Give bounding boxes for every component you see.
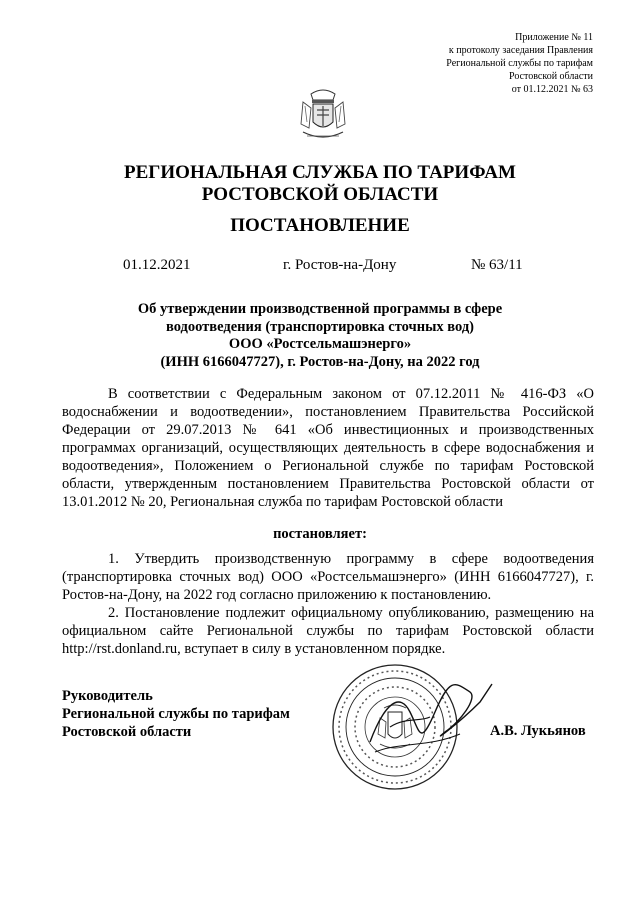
signatory-position bbox=[62, 687, 290, 741]
document-subject bbox=[0, 301, 640, 371]
subject-line4: (ИНН 6166047727), г. Ростов-на-Дону, на 2022 год bbox=[160, 353, 480, 370]
subject-line3: ООО «Ростсельмашэнерго» bbox=[228, 336, 412, 352]
annex-line: Приложение № 11 bbox=[515, 32, 593, 43]
resolution-item-2: 2. Постановление подлежит официальному опубликованию, размещению на официальном сайте Региональной службы по тарифам Ростовской области http://rst.donland.ru, вступает в силу в установленном порядке. bbox=[62, 605, 594, 657]
coat-of-arms-emblem bbox=[297, 88, 349, 146]
document-city: г. Ростов-на-Дону bbox=[283, 257, 397, 273]
agency-name bbox=[0, 162, 640, 206]
annex-reference bbox=[446, 31, 593, 96]
signatory-position-line2: Региональной службы по тарифам bbox=[62, 706, 290, 722]
subject-line1: Об утверждении производственной программы в сфере bbox=[137, 301, 503, 317]
annex-line: от 01.12.2021 № 63 bbox=[511, 84, 593, 95]
signatory-position-line3: Ростовской области bbox=[62, 724, 192, 740]
signatory-position-line1: Руководитель bbox=[62, 688, 153, 704]
resolves-heading: постановляет: bbox=[273, 526, 367, 542]
document-number: № 63/11 bbox=[471, 257, 523, 273]
preamble-paragraph: В соответствии с Федеральным законом от 07.12.2011 № 416-ФЗ «О водоснабжении и водоотведении», постановлением Правительства Российской Федерации от 29.07.2013 № 641 «Об инвестиционных и производственных программах организаций, осуществляющих деятельность в сфере водоснабжения и водоотведения», Положением о Региональной службе по тарифам Ростовской области, утвержденным постановлением Правительства Ростовской области от 13.01.2012 № 20, Региональная служба по тарифам Ростовской области bbox=[62, 386, 594, 510]
document-date: 01.12.2021 bbox=[123, 257, 191, 273]
agency-name-line1: РЕГИОНАЛЬНАЯ СЛУЖБА ПО ТАРИФАМ bbox=[124, 162, 516, 183]
annex-line: Региональной службы по тарифам bbox=[446, 58, 593, 69]
handwritten-signature bbox=[360, 672, 500, 762]
subject-line2: водоотведения (транспортировка сточных вод) bbox=[165, 318, 475, 335]
annex-line: к протоколу заседания Правления bbox=[448, 45, 593, 56]
signatory-name: А.В. Лукьянов bbox=[490, 723, 586, 739]
resolution-item-1: 1. Утвердить производственную программу в сфере водоотведения (транспортировка сточных вод) ООО «Ростсельмашэнерго» (ИНН 6166047727), г. Ростов-на-Дону, на 2022 год согласно приложению к постановлению. bbox=[62, 551, 594, 603]
document-type: ПОСТАНОВЛЕНИЕ bbox=[230, 215, 410, 236]
annex-line: Ростовской области bbox=[509, 71, 593, 82]
agency-name-line2: РОСТОВСКОЙ ОБЛАСТИ bbox=[201, 184, 439, 205]
